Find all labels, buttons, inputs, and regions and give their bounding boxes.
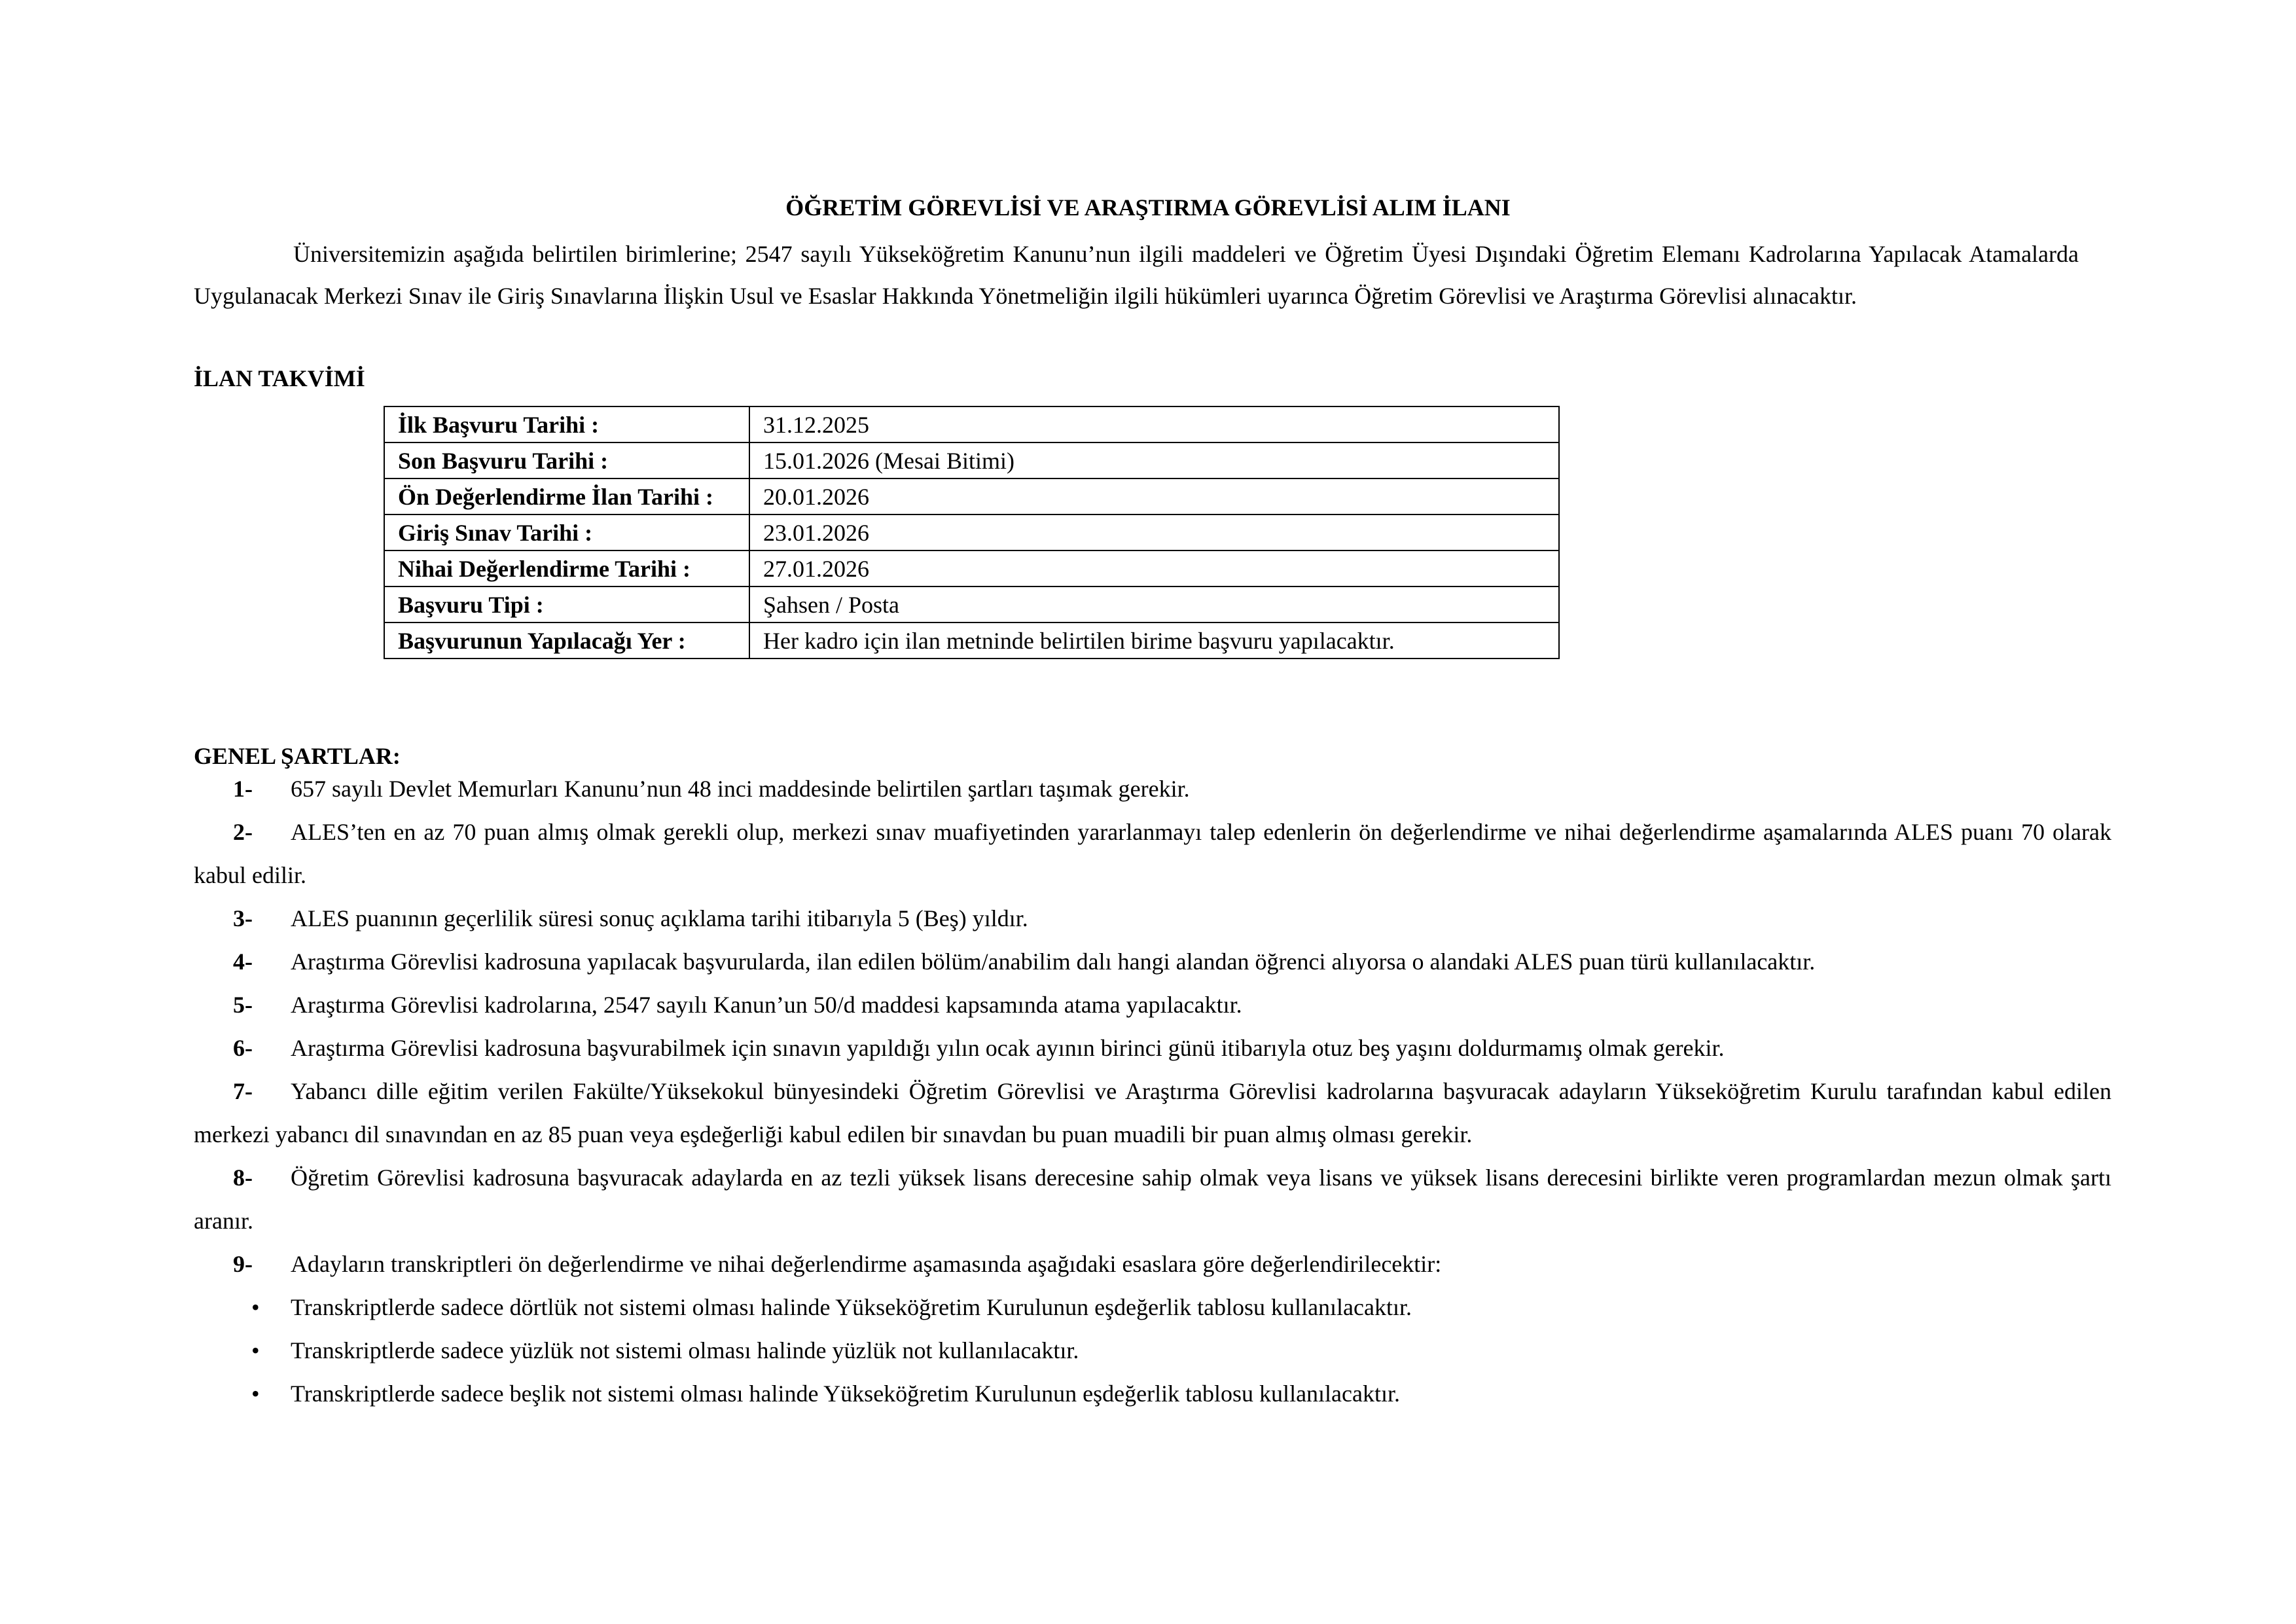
list-item: [194, 1156, 2111, 1242]
bullet-text: Transkriptlerde sadece yüzlük not sistemi olması halinde yüzlük not kullanılacaktır.: [291, 1337, 1079, 1363]
item-text: Araştırma Görevlisi kadrosuna başvurabilmek için sınavın yapıldığı yılın ocak ayının birinci günü itibarıyla otuz beş yaşını doldurmamış olmak gerekir.: [291, 1035, 1725, 1061]
bullet-icon: •: [251, 1337, 260, 1363]
schedule-label: İlk Başvuru Tarihi :: [384, 406, 749, 442]
schedule-value: Her kadro için ilan metninde belirtilen birime başvuru yapılacaktır.: [749, 623, 1559, 659]
list-item: [194, 1242, 2111, 1286]
item-text: 657 sayılı Devlet Memurları Kanunu’nun 48 inci maddesinde belirtilen şartları taşımak gerekir.: [291, 776, 1190, 802]
item-text: Adayların transkriptleri ön değerlendirme ve nihai değerlendirme aşamasında aşağıdaki esaslara göre değerlendirilecektir:: [291, 1251, 1442, 1277]
schedule-label: Giriş Sınav Tarihi :: [384, 514, 749, 550]
item-text: Araştırma Görevlisi kadrosuna yapılacak başvurularda, ilan edilen bölüm/anabilim dalı hangi alandan öğrenci alıyorsa o alandaki ALES puan türü kullanılacaktır.: [291, 948, 1816, 975]
item-number: 7-: [233, 1078, 253, 1104]
table-row: [384, 478, 1559, 514]
schedule-value: 27.01.2026: [749, 550, 1559, 586]
list-item: [194, 767, 2111, 810]
schedule-table: [384, 406, 1560, 659]
schedule-label: Başvuru Tipi :: [384, 586, 749, 623]
item-text: Araştırma Görevlisi kadrolarına, 2547 sayılı Kanun’un 50/d maddesi kapsamında atama yapılacaktır.: [291, 992, 1242, 1018]
schedule-value: 31.12.2025: [749, 406, 1559, 442]
item-number: 8-: [233, 1164, 253, 1191]
table-row: [384, 550, 1559, 586]
list-item: [194, 940, 2111, 983]
item-number: 3-: [233, 905, 253, 931]
intro-paragraph: Üniversitemizin aşağıda belirtilen birimlerine; 2547 sayılı Yükseköğretim Kanunu’nun ilgili maddeleri ve Öğretim Üyesi Dışındaki Öğretim Elemanı Kadrolarına Yapılacak Atamalarda Uygulanacak Merkezi Sınav ile Giriş Sınavlarına İlişkin Usul ve Esaslar Hakkında Yönetmeliğin ilgili hükümleri uyarınca Öğretim Görevlisi ve Araştırma Görevlisi alınacaktır.: [194, 241, 2079, 309]
list-item: [194, 810, 2111, 897]
item-number: 2-: [233, 819, 253, 845]
item-text: Yabancı dille eğitim verilen Fakülte/Yüksekokul bünyesindeki Öğretim Görevlisi ve Araştırma Görevlisi kadrolarına başvuracak adayların Yükseköğretim Kurulu tarafından kabul edilen merkezi yabancı dil sınavından en az 85 puan veya eşdeğerliği kabul edilen bir sınavdan bu puan muadili bir puan almış olması gerekir.: [194, 1078, 2111, 1147]
schedule-label: Nihai Değerlendirme Tarihi :: [384, 550, 749, 586]
schedule-label: Başvurunun Yapılacağı Yer :: [384, 623, 749, 659]
table-row: [384, 586, 1559, 623]
list-item: [194, 1070, 2111, 1156]
bullet-item: [194, 1329, 2111, 1372]
item-number: 9-: [233, 1251, 253, 1277]
schedule-value: 20.01.2026: [749, 478, 1559, 514]
bullet-icon: •: [251, 1294, 260, 1320]
schedule-label: Ön Değerlendirme İlan Tarihi :: [384, 478, 749, 514]
table-row: [384, 623, 1559, 659]
schedule-value: Şahsen / Posta: [749, 586, 1559, 623]
item-text: Öğretim Görevlisi kadrosuna başvuracak adaylarda en az tezli yüksek lisans derecesine sahip olmak veya lisans ve yüksek lisans derecesini birlikte veren programlardan mezun olmak şartı aranır.: [194, 1164, 2111, 1234]
bullet-item: [194, 1372, 2111, 1415]
item-text: ALES puanının geçerlilik süresi sonuç açıklama tarihi itibarıyla 5 (Beş) yıldır.: [291, 905, 1028, 931]
item-number: 1-: [233, 776, 253, 802]
list-item: [194, 1026, 2111, 1070]
schedule-value: 23.01.2026: [749, 514, 1559, 550]
item-number: 4-: [233, 948, 253, 975]
bullet-text: Transkriptlerde sadece dörtlük not sistemi olması halinde Yükseköğretim Kurulunun eşdeğerlik tablosu kullanılacaktır.: [291, 1294, 1412, 1320]
list-item: [194, 983, 2111, 1026]
schedule-heading: İLAN TAKVİMİ: [194, 365, 365, 391]
table-row: [384, 442, 1559, 478]
bullet-icon: •: [251, 1380, 260, 1407]
conditions-list: [194, 767, 2111, 1415]
conditions-heading: GENEL ŞARTLAR:: [194, 743, 401, 769]
schedule-value: 15.01.2026 (Mesai Bitimi): [749, 442, 1559, 478]
item-text: ALES’ten en az 70 puan almış olmak gerekli olup, merkezi sınav muafiyetinden yararlanmayı talep edenlerin ön değerlendirme ve nihai değerlendirme aşamalarında ALES puanı 70 olarak kabul edilir.: [194, 819, 2111, 888]
item-number: 6-: [233, 1035, 253, 1061]
bullet-text: Transkriptlerde sadece beşlik not sistemi olması halinde Yükseköğretim Kurulunun eşdeğerlik tablosu kullanılacaktır.: [291, 1380, 1400, 1407]
list-item: [194, 897, 2111, 940]
schedule-label: Son Başvuru Tarihi :: [384, 442, 749, 478]
page-title: ÖĞRETİM GÖREVLİSİ VE ARAŞTIRMA GÖREVLİSİ ALIM İLANI: [785, 194, 1511, 221]
table-row: [384, 406, 1559, 442]
table-row: [384, 514, 1559, 550]
item-number: 5-: [233, 992, 253, 1018]
bullet-item: [194, 1286, 2111, 1329]
